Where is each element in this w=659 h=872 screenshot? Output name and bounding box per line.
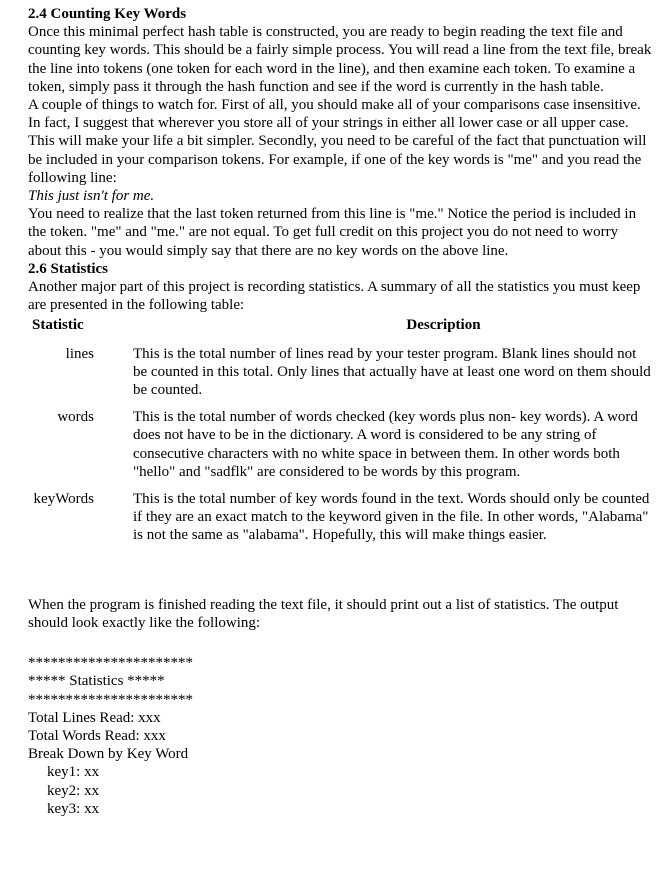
output-total-lines: Total Lines Read: xxx	[28, 709, 161, 726]
output-breakdown: Break Down by Key Word	[28, 746, 189, 763]
statistic-name: lines	[65, 345, 94, 362]
paragraph: When the program is finished reading the text file, it should print out a list of statistics. The output should look exactly like the following:	[28, 596, 619, 631]
statistic-description: This is the total number of lines read by your tester program. Blank lines should not be counted in this total. Only lines that actually have at least one word on them should be counted.	[133, 345, 651, 399]
column-header-statistic: Statistic	[32, 317, 84, 334]
table-row	[28, 408, 654, 490]
statistics-table	[28, 316, 654, 553]
section-heading-counting: 2.4 Counting Key Words	[28, 6, 187, 22]
output-key-line: key3: xx	[47, 800, 100, 817]
output-key-line: key1: xx	[47, 764, 100, 781]
paragraph: Once this minimal perfect hash table is constructed, you are ready to begin reading the text file and counting key words. This should be a fairly simple process. You will read a line from the text file, break the line into tokens (one token for each word in the line), and then examine each token. To examine a token, simply pass it through the hash function and see if the word is currently in the hash table.	[28, 24, 652, 95]
output-border: **********************	[28, 691, 193, 708]
output-key-line: key2: xx	[47, 782, 100, 799]
section-heading-statistics: 2.6 Statistics	[28, 260, 108, 277]
statistic-description: This is the total number of words checked (key words plus non- key words). A word does not have to be in the dictionary. A word is considered to be any string of consecutive characters with no white space in between them. In other words both "hello" and "sadflk" are considered to be words by this program.	[133, 409, 638, 480]
sample-output	[28, 654, 654, 818]
output-border: **********************	[28, 655, 193, 672]
example-line: This just isn't for me.	[28, 188, 155, 205]
output-title: ***** Statistics *****	[28, 673, 165, 690]
output-total-words: Total Words Read: xxx	[28, 727, 166, 744]
statistic-name: words	[57, 409, 94, 426]
paragraph: You need to realize that the last token returned from this line is "me." Notice the period is included in the token. "me" and "me." are not equal. To get full credit on this project you do not need to worry about this - you would simply say that there are no key words on the above line.	[28, 206, 637, 259]
table-row	[28, 490, 654, 554]
document-page	[28, 5, 654, 818]
table-row	[28, 345, 654, 409]
paragraph: A couple of things to watch for. First of all, you should make all of your comparisons case insensitive. In fact, I suggest that wherever you store all of your strings in either all lower case or all upper case. This will make your life a bit simpler. Secondly, you need to be careful of the fact that punctuation will be included in your comparison tokens. For example, if one of the key words is "me" and you read the following line:	[28, 97, 647, 186]
column-header-description: Description	[406, 317, 481, 334]
paragraph: Another major part of this project is recording statistics. A summary of all the statistics you must keep are presented in the following table:	[28, 279, 641, 314]
statistic-name: keyWords	[33, 491, 94, 508]
table-header-row	[28, 316, 654, 344]
statistic-description: This is the total number of key words found in the text. Words should only be counted if they are an exact match to the keyword given in the file. In other words, "Alabama" is not the same as "alabama". Hopefully, this will make things easier.	[133, 491, 650, 544]
